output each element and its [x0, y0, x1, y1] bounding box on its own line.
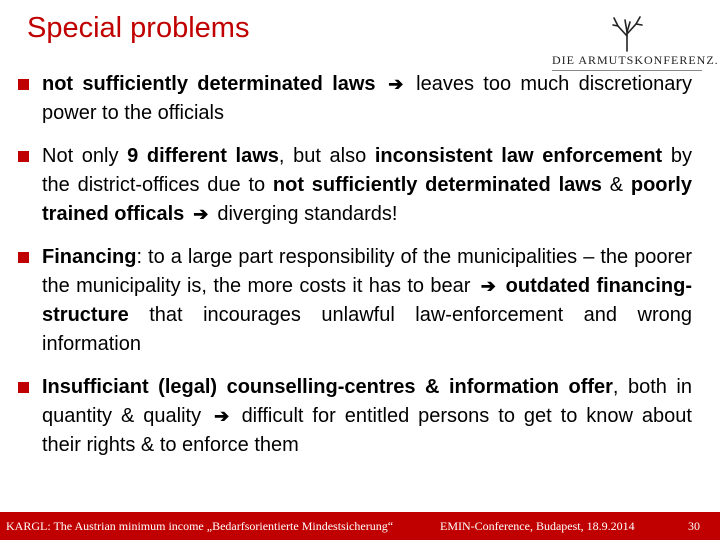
bullet-marker-icon — [18, 79, 29, 90]
text-run: that incourages unlawful law-enforcement and wrong information — [42, 304, 692, 355]
arrow-right-icon: ➔ — [214, 406, 238, 426]
text-run: & — [601, 174, 631, 196]
logo-text: DIE ARMUTSKONFERENZ. — [552, 53, 719, 67]
footer-citation: KARGL: The Austrian minimum income „Bedarfsorientierte Mindestsicherung“ — [6, 519, 394, 533]
text-run: difficult for entitled persons to get to know about their rights & to enforce them — [42, 405, 692, 456]
bold-text: not sufficiently determinated laws — [272, 174, 602, 196]
text-run: leaves too much discretionary power to the officials — [42, 73, 692, 124]
bullet-item — [18, 243, 692, 359]
text-run: diverging standards! — [217, 203, 398, 225]
bold-text: inconsistent law enforcement — [374, 145, 663, 167]
slide-title: Special problems — [27, 12, 250, 44]
bullet-text — [42, 246, 692, 355]
bullet-text — [42, 73, 692, 124]
bullet-marker-icon — [18, 382, 29, 393]
bold-text: poorly trained officals — [42, 174, 692, 225]
bold-text: outdated financing-structure — [42, 275, 692, 326]
arrow-right-icon: ➔ — [188, 204, 214, 224]
arrow-right-icon: ➔ — [480, 276, 502, 296]
text-run: : to a large part responsibility of the municipalities – the poorer the municipality is, the more costs it has to bear — [42, 246, 692, 297]
page-number: 30 — [688, 519, 700, 533]
bullet-marker-icon — [18, 151, 29, 162]
bullet-list — [18, 70, 692, 474]
footer-bar — [0, 512, 720, 540]
text-run: Not only — [42, 145, 128, 167]
bold-text: Financing — [42, 246, 137, 268]
text-run: , but also — [278, 145, 375, 167]
bullet-item — [18, 142, 692, 229]
text-run: by the district-offices due to — [42, 145, 693, 196]
tree-logo-icon — [610, 14, 644, 52]
bullet-marker-icon — [18, 252, 29, 263]
bullet-text — [42, 145, 692, 225]
bold-text: 9 different laws — [127, 145, 279, 167]
bullet-item — [18, 373, 692, 460]
footer-conference: EMIN-Conference, Budapest, 18.9.2014 — [440, 519, 635, 533]
armutskonferenz-logo — [552, 14, 719, 70]
bullet-text — [42, 376, 692, 456]
arrow-right-icon: ➔ — [379, 74, 413, 94]
bullet-item — [18, 70, 692, 128]
text-run: , both in quantity & quality — [42, 376, 692, 427]
bold-text: not sufficiently determinated laws — [42, 73, 376, 95]
bold-text: Insufficiant (legal) counselling-centres & information offer — [42, 376, 613, 398]
